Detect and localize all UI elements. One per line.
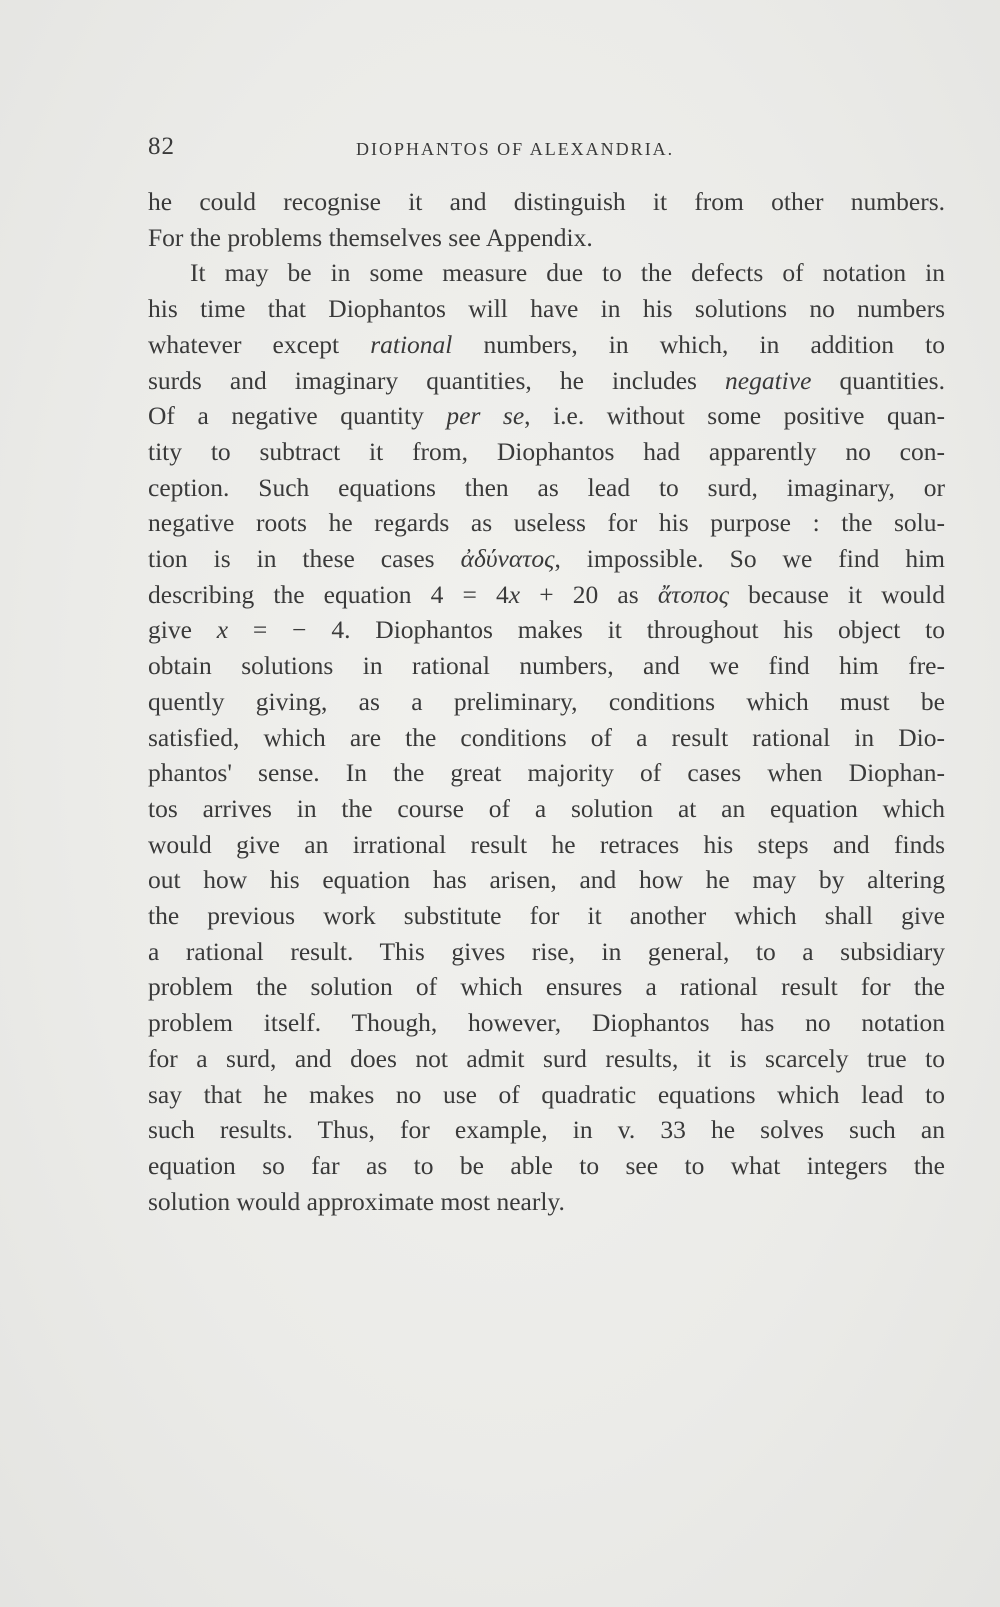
text-line: whatever except rational numbers, in which, in addition to [148,329,945,359]
text-line: the previous work substitute for it another which shall give [148,901,945,931]
text-line: problem the solution of which ensures a rational result for the [148,972,945,1002]
text-line: he could recognise it and distinguish it from other numbers. [148,187,945,216]
text-line: say that he makes no use of quadratic equations which lead to [148,1079,945,1109]
text-line: It may be in some measure due to the defects of notation in [190,258,945,288]
text-line: such results. Thus, for example, in v. 33 he solves such an [148,1115,945,1145]
running-title: DIOPHANTOS OF ALEXANDRIA. [356,139,675,159]
text-line: ception. Such equations then as lead to surd, imaginary, or [148,472,945,502]
text-line: solution would approximate most nearly. [148,1186,565,1216]
text-line: for a surd, and does not admit surd results, it is scarcely true to [148,1043,945,1073]
page-header [148,133,948,165]
text-line: his time that Diophantos will have in his solutions no numbers [148,294,945,324]
text-line: Of a negative quantity per se, i.e. without some positive quan- [148,401,946,431]
text-line: would give an irrational result he retraces his steps and finds [148,829,945,859]
text-line: describing the equation 4 = 4x + 20 as ἄτοπος because it would [148,579,945,609]
text-line: phantos' sense. In the great majority of cases when Diophan- [148,758,945,788]
text-line: surds and imaginary quantities, he includes negative quantities. [148,365,945,395]
text-line: tos arrives in the course of a solution at an equation which [148,793,945,823]
text-line: out how his equation has arisen, and how he may by altering [148,865,945,895]
text-line: For the problems themselves see Appendix. [148,222,593,252]
text-line: obtain solutions in rational numbers, and we find him fre- [148,651,945,681]
text-line: a rational result. This gives rise, in general, to a subsidiary [148,936,945,966]
text-lines [148,184,945,1219]
text-line: satisfied, which are the conditions of a result rational in Dio- [148,722,945,752]
text-line: give x = − 4. Diophantos makes it throughout his object to [148,615,946,645]
text-line: tion is in these cases ἀδύνατος, impossible. So we find him [148,544,945,574]
text-line: equation so far as to be able to see to what integers the [148,1150,945,1180]
page-number: 82 [148,133,175,160]
text-line: problem itself. Though, however, Diophantos has no notation [148,1008,945,1038]
text-line: negative roots he regards as useless for his purpose : the solu- [148,508,945,538]
body-text [148,184,945,1219]
text-line: tity to subtract it from, Diophantos had apparently no con- [148,436,945,466]
text-line: quently giving, as a preliminary, conditions which must be [148,686,945,716]
